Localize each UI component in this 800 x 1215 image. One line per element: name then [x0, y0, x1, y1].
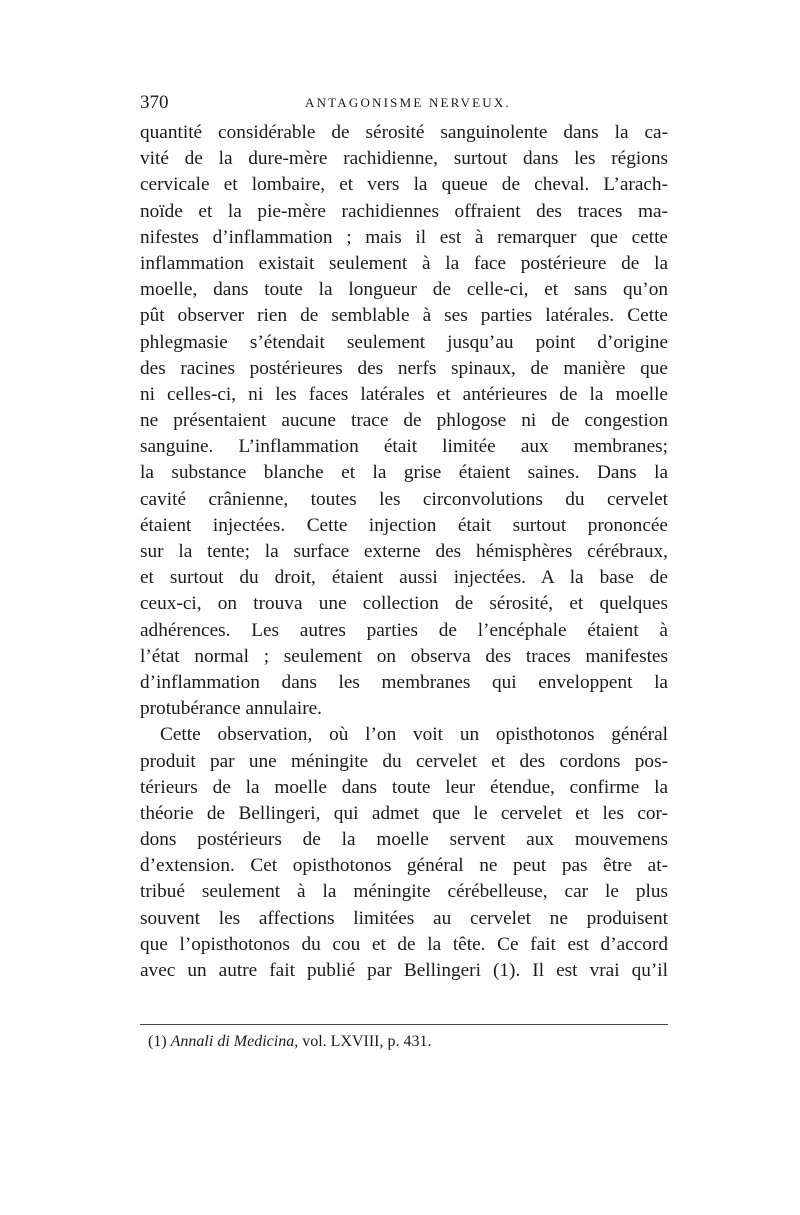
- text-line: ni celles-ci, ni les faces latérales et antérieures de la moelle: [140, 383, 668, 405]
- text-line: d’inflammation dans les membranes qui enveloppent la: [140, 671, 668, 693]
- text-line: cervicale et lombaire, et vers la queue de cheval. L’arach-: [140, 174, 668, 196]
- text-line: adhérences. Les autres parties de l’encéphale étaient à: [140, 619, 668, 641]
- text-line: ne présentaient aucune trace de phlogose ni de congestion: [140, 410, 668, 432]
- text-line: térieurs de la moelle dans toute leur étendue, confirme la: [140, 776, 668, 798]
- text-line: cavité crânienne, toutes les circonvolutions du cervelet: [140, 488, 668, 510]
- footnote: [148, 1033, 432, 1051]
- text-line: la substance blanche et la grise étaient saines. Dans la: [140, 462, 668, 484]
- text-line: souvent les affections limitées au cervelet ne produisent: [140, 907, 668, 929]
- text-line: étaient injectées. Cette injection était surtout prononcée: [140, 514, 668, 536]
- text-line: quantité considérable de sérosité sanguinolente dans la ca-: [140, 122, 668, 143]
- paragraph-end-line: protubérance annulaire.: [140, 698, 323, 720]
- footnote-rule: [140, 1024, 668, 1025]
- footnote-journal: Annali di Medicina: [170, 1033, 295, 1050]
- body-text: [140, 120, 668, 984]
- text-line: produit par une méningite du cervelet et des cordons pos-: [140, 750, 668, 772]
- running-head: ANTAGONISME NERVEUX.: [305, 95, 511, 110]
- paragraph-start-line: Cette observation, où l’on voit un opisthotonos général: [160, 724, 668, 746]
- text-line: phlegmasie s’étendait seulement jusqu’au point d’origine: [140, 331, 668, 353]
- page-header: [140, 92, 668, 118]
- text-line: des racines postérieures des nerfs spinaux, de manière que: [140, 357, 668, 379]
- text-line: d’extension. Cet opisthotonos général ne peut pas être at-: [140, 855, 668, 877]
- text-line: sanguine. L’inflammation était limitée aux membranes;: [140, 436, 668, 458]
- footnote-marker: (1): [148, 1033, 167, 1050]
- text-line: moelle, dans toute la longueur de celle-ci, et sans qu’on: [140, 279, 668, 301]
- text-line: pût observer rien de semblable à ses parties latérales. Cette: [140, 305, 668, 327]
- text-line: noïde et la pie-mère rachidiennes offraient des traces ma-: [140, 200, 668, 222]
- text-line: inflammation existait seulement à la face postérieure de la: [140, 252, 668, 274]
- text-line: et surtout du droit, étaient aussi injectées. A la base de: [140, 567, 668, 589]
- text-line: avec un autre fait publié par Bellingeri (1). Il est vrai qu’il: [140, 960, 668, 981]
- page-number: 370: [140, 92, 169, 113]
- footnote-citation: , vol. LXVIII, p. 431.: [294, 1033, 432, 1050]
- text-line: l’état normal ; seulement on observa des traces manifestes: [140, 645, 668, 667]
- text-line: ceux-ci, on trouva une collection de sérosité, et quelques: [140, 593, 668, 615]
- text-line: théorie de Bellingeri, qui admet que le cervelet et les cor-: [140, 802, 668, 824]
- text-line: vité de la dure-mère rachidienne, surtout dans les régions: [140, 148, 668, 170]
- text-line: dons postérieurs de la moelle servent aux mouvemens: [140, 829, 668, 851]
- text-line: nifestes d’inflammation ; mais il est à remarquer que cette: [140, 226, 668, 248]
- text-line: que l’opisthotonos du cou et de la tête. Ce fait est d’accord: [140, 933, 668, 955]
- text-line: sur la tente; la surface externe des hémisphères cérébraux,: [140, 541, 668, 562]
- text-line: tribué seulement à la méningite cérébelleuse, car le plus: [140, 881, 668, 903]
